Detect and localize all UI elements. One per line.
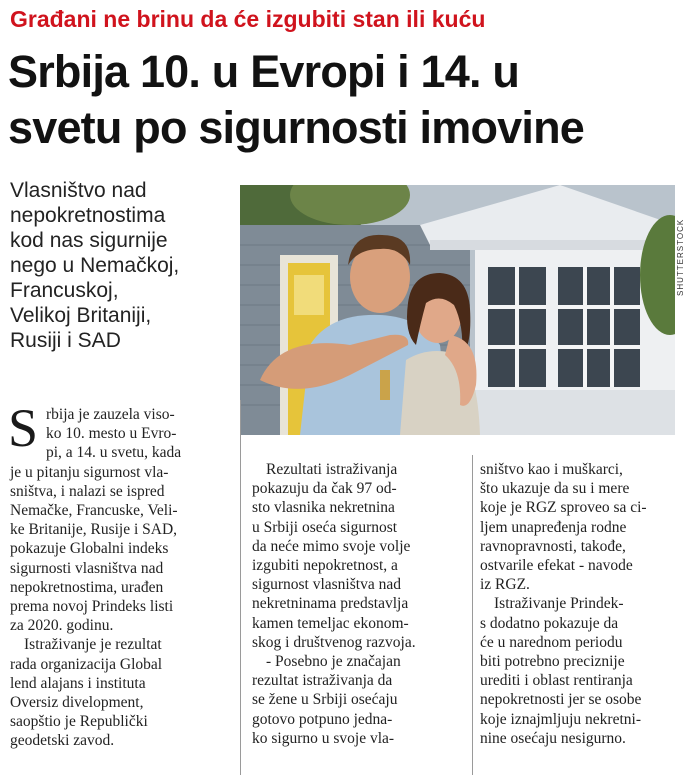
body-line: ko 10. mesto u Evro- (46, 425, 177, 443)
headline-line-2: svetu po sigurnosti imovine (8, 102, 584, 153)
body-line: ljem unapređenja rodne (480, 518, 627, 536)
body-line: koje je RGZ sproveo sa ci- (480, 499, 647, 517)
body-line: koje iznajmljuju nekretni- (480, 710, 641, 728)
deck-line: kod nas sigurnije (10, 229, 168, 252)
body-column-3 (480, 460, 682, 748)
body-line: sništvo kao i muškarci, (480, 461, 623, 478)
photo-credit: SHUTTERSTOCK (676, 218, 685, 296)
body-line: za 2020. godinu. (10, 617, 114, 635)
body-line: sto vlasnika nekretnina (252, 499, 395, 517)
body-line: sigurnost vlasništva nad (252, 576, 401, 594)
body-line: nepokretnosti jer se osobe (480, 691, 642, 709)
body-line: ko sigurno u svoje vla- (252, 729, 395, 747)
body-line: sništva, i nalazi se ispred (10, 482, 165, 500)
column-rule (240, 400, 241, 775)
body-line: geodetski zavod. (10, 732, 115, 750)
body-line: ke Britanije, Rusije i SAD, (10, 521, 178, 539)
body-line: se žene u Srbiji osećaju (252, 691, 398, 709)
body-line: gotovo potpuno jedna- (252, 710, 393, 728)
body-line: - Posebno je značajan (266, 653, 401, 671)
body-line: nine osećaju nesigurno. (480, 729, 626, 747)
kicker: Građani ne brinu da će izgubiti stan ili kuću (10, 6, 486, 32)
body-line: prema novoj Prindeks listi (10, 598, 174, 616)
body-line: Oversiz divelopment, (10, 694, 144, 712)
deck (10, 178, 234, 353)
body-line: Rezultati istraživanja (266, 461, 398, 478)
body-line: pokazuje Globalni indeks (10, 540, 169, 558)
body-line: Istraživanje Prindek- (494, 595, 624, 613)
body-column-2 (252, 460, 464, 748)
body-line: saopštio je Republički (10, 713, 148, 731)
body-line: Istraživanje je rezultat (24, 636, 162, 654)
body-line: će u narednom periodu (480, 633, 623, 651)
body-line: je u pitanju sigurnost vla- (10, 463, 169, 481)
body-line: rbija je zauzela viso- (46, 406, 175, 423)
body-line: s dodatno pokazuje da (480, 614, 619, 632)
body-line: Nemačke, Francuske, Veli- (10, 502, 178, 520)
couple-with-keys-photo (240, 185, 675, 435)
body-line: pokazuju da čak 97 od- (252, 480, 397, 498)
headline (8, 44, 684, 156)
body-line: ravnopravnosti, takođe, (480, 537, 626, 555)
deck-line: nego u Nemačkoj, (10, 254, 180, 277)
article-photo (240, 185, 675, 435)
body-column-1 (10, 405, 230, 751)
deck-line: Velikoj Britaniji, (10, 304, 152, 327)
body-line: nepokretnostima, urađen (10, 578, 164, 596)
deck-line: nepokretnostima (10, 204, 166, 227)
body-line: urediti i oblast rentiranja (480, 672, 633, 690)
body-line: ostvarile efekat - navode (480, 557, 633, 575)
body-line: izgubiti nepokretnost, a (252, 557, 398, 575)
body-line: pi, a 14. u svetu, kada (46, 444, 182, 462)
body-line: rezultat istraživanja da (252, 672, 393, 690)
body-line: što ukazuje da su i mere (480, 480, 630, 498)
body-line: biti potrebno preciznije (480, 653, 625, 671)
body-line: u Srbiji oseća sigurnost (252, 518, 398, 536)
body-line: sigurnosti vlasništva nad (10, 559, 164, 577)
body-line: rada organizacija Global (10, 655, 163, 673)
headline-line-1: Srbija 10. u Evropi i 14. u (8, 46, 520, 97)
body-line: iz RGZ. (480, 576, 530, 594)
body-line: skog i društvenog razvoja. (252, 633, 416, 651)
dropcap: S (8, 398, 39, 458)
body-line: lend alajans i instituta (10, 674, 146, 692)
deck-line: Vlasništvo nad (10, 179, 147, 202)
deck-line: Francuskoj, (10, 279, 119, 302)
column-rule (472, 455, 473, 775)
body-line: kamen temeljac ekonom- (252, 614, 409, 632)
body-line: da neće mimo svoje volje (252, 537, 411, 555)
deck-line: Rusiji i SAD (10, 329, 121, 352)
body-line: nekretninama predstavlja (252, 595, 409, 613)
